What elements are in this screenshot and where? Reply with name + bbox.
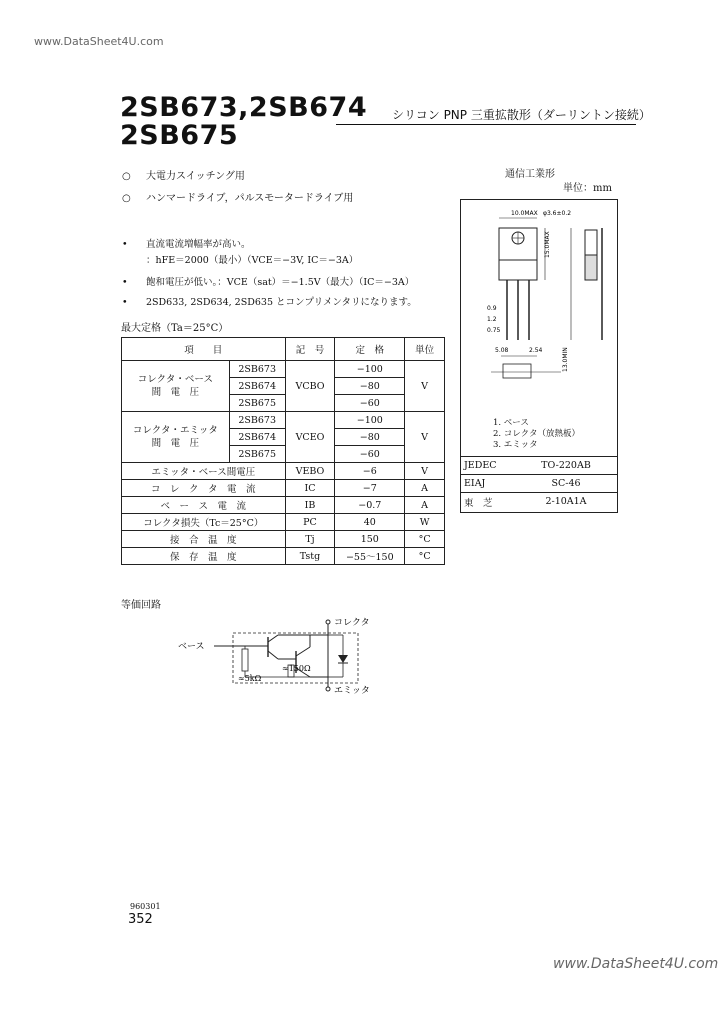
circuit-diagram xyxy=(178,613,398,695)
collector-label: コレクタ xyxy=(334,618,370,628)
application-2: ハンマードライブ，パルスモータードライブ用 xyxy=(146,193,354,204)
rating-symbol: IB xyxy=(285,497,335,514)
rating-value: 150 xyxy=(335,531,405,548)
std-org: EIAJ xyxy=(461,475,515,493)
rating-unit: V xyxy=(405,463,445,480)
part-title-line1: 2SB673,2SB674 xyxy=(120,92,368,123)
dim-lead-length: 13.0MIN xyxy=(562,347,569,372)
std-code: TO-220AB xyxy=(515,457,617,475)
pin-1: 1. ベース xyxy=(493,418,529,428)
bullet-icon: • xyxy=(122,297,128,308)
vcbo-item: コレクタ・ベース 間 電 圧 xyxy=(122,361,230,412)
rating-unit: W xyxy=(405,514,445,531)
dim-height: 15.0MAX xyxy=(544,231,551,258)
doc-code: 960301 xyxy=(130,902,161,911)
rating-symbol: Tj xyxy=(285,531,335,548)
rating-value: 40 xyxy=(335,514,405,531)
package-outline-box xyxy=(460,199,618,513)
dim-lead-thickness: 0.75 xyxy=(487,327,501,334)
vceo-part: 2SB674 xyxy=(229,429,285,446)
circuit-title: 等価回路 xyxy=(121,600,161,611)
rating-symbol: VEBO xyxy=(285,463,335,480)
pin-2: 2. コレクタ（放熱板） xyxy=(493,429,580,439)
bullet-icon: • xyxy=(122,277,128,288)
rating-item: ベ ー ス 電 流 xyxy=(122,497,286,514)
emitter-label: エミッタ xyxy=(334,686,370,695)
feature-2: 飽和電圧が低い。：VCE（sat）＝−1.5V（最大）（IC＝−3A） xyxy=(146,277,415,288)
rating-item: 保 存 温 度 xyxy=(122,548,286,565)
circle-bullet-icon: ○ xyxy=(122,193,131,204)
vcbo-value: −100 xyxy=(335,361,405,378)
vcbo-part: 2SB673 xyxy=(229,361,285,378)
rating-unit: °C xyxy=(405,548,445,565)
header-unit: 単位 xyxy=(405,338,445,361)
rating-symbol: Tstg xyxy=(285,548,335,565)
header-symbol: 記 号 xyxy=(285,338,335,361)
pin-list xyxy=(493,418,580,451)
part-title-line2: 2SB675 xyxy=(120,120,239,151)
r1-label: ≈5kΩ xyxy=(238,674,262,683)
rating-item: 接 合 温 度 xyxy=(122,531,286,548)
rating-symbol: PC xyxy=(285,514,335,531)
feature-3: 2SD633, 2SD634, 2SD635 とコンプリメンタリになります。 xyxy=(146,297,417,308)
device-type-subtitle: シリコン PNP 三重拡散形（ダーリントン接続） xyxy=(392,108,651,122)
r2-label: ≈150Ω xyxy=(282,664,311,673)
rating-value: −7 xyxy=(335,480,405,497)
header-item: 項 目 xyxy=(122,338,286,361)
package-title: 通信工業形 xyxy=(505,169,555,180)
rating-unit: A xyxy=(405,497,445,514)
dim-pitch: 2.54 xyxy=(529,347,543,354)
title-rule xyxy=(336,124,636,125)
rating-value: −55〜150 xyxy=(335,548,405,565)
max-ratings-table xyxy=(121,337,445,565)
vceo-symbol: VCEO xyxy=(285,412,335,463)
equivalent-circuit xyxy=(178,613,398,695)
header-rating: 定 格 xyxy=(335,338,405,361)
rating-unit: °C xyxy=(405,531,445,548)
page-number: 352 xyxy=(128,912,153,927)
package-drawing xyxy=(461,200,617,410)
vceo-value: −80 xyxy=(335,429,405,446)
rating-item: コレクタ損失（Tc＝25°C） xyxy=(122,514,286,531)
vcbo-symbol: VCBO xyxy=(285,361,335,412)
package-unit: 単位：mm xyxy=(563,183,612,194)
vcbo-value: −80 xyxy=(335,378,405,395)
dim-span: 5.08 xyxy=(495,347,509,354)
dim-lead-pitch-small: 1.2 xyxy=(487,316,497,323)
std-org: 東 芝 xyxy=(461,493,515,511)
std-code: 2-10A1A xyxy=(515,493,617,511)
std-code: SC-46 xyxy=(515,475,617,493)
vceo-item: コレクタ・エミッタ 間 電 圧 xyxy=(122,412,230,463)
circle-bullet-icon: ○ xyxy=(122,171,131,182)
std-org: JEDEC xyxy=(461,457,515,475)
rating-value: −6 xyxy=(335,463,405,480)
vcbo-part: 2SB674 xyxy=(229,378,285,395)
vceo-unit: V xyxy=(405,412,445,463)
vceo-part: 2SB673 xyxy=(229,412,285,429)
package-standards-table xyxy=(461,456,617,510)
watermark-bottom: www.DataSheet4U.com xyxy=(553,956,719,972)
base-label: ベース xyxy=(178,642,205,652)
rating-value: −0.7 xyxy=(335,497,405,514)
vceo-value: −60 xyxy=(335,446,405,463)
watermark-top: www.DataSheet4U.com xyxy=(34,35,164,48)
vcbo-part: 2SB675 xyxy=(229,395,285,412)
rating-item: コ レ ク タ 電 流 xyxy=(122,480,286,497)
vcbo-value: −60 xyxy=(335,395,405,412)
feature-1-detail: ：hFE＝2000（最小）（VCE＝−3V, IC＝−3A） xyxy=(146,255,359,266)
bullet-icon: • xyxy=(122,239,128,250)
feature-1: 直流電流増幅率が高い。 xyxy=(146,239,251,250)
dim-width: 10.0MAX xyxy=(511,210,538,217)
ratings-title: 最大定格（Ta＝25°C） xyxy=(121,323,229,334)
application-1: 大電力スイッチング用 xyxy=(146,171,245,182)
dim-hole: φ3.6±0.2 xyxy=(543,210,572,217)
vcbo-unit: V xyxy=(405,361,445,412)
vceo-value: −100 xyxy=(335,412,405,429)
pin-3: 3. エミッタ xyxy=(493,440,538,450)
rating-item: エミッタ・ベース間電圧 xyxy=(122,463,286,480)
rating-symbol: IC xyxy=(285,480,335,497)
rating-unit: A xyxy=(405,480,445,497)
vceo-part: 2SB675 xyxy=(229,446,285,463)
dim-lead-width: 0.9 xyxy=(487,305,497,312)
